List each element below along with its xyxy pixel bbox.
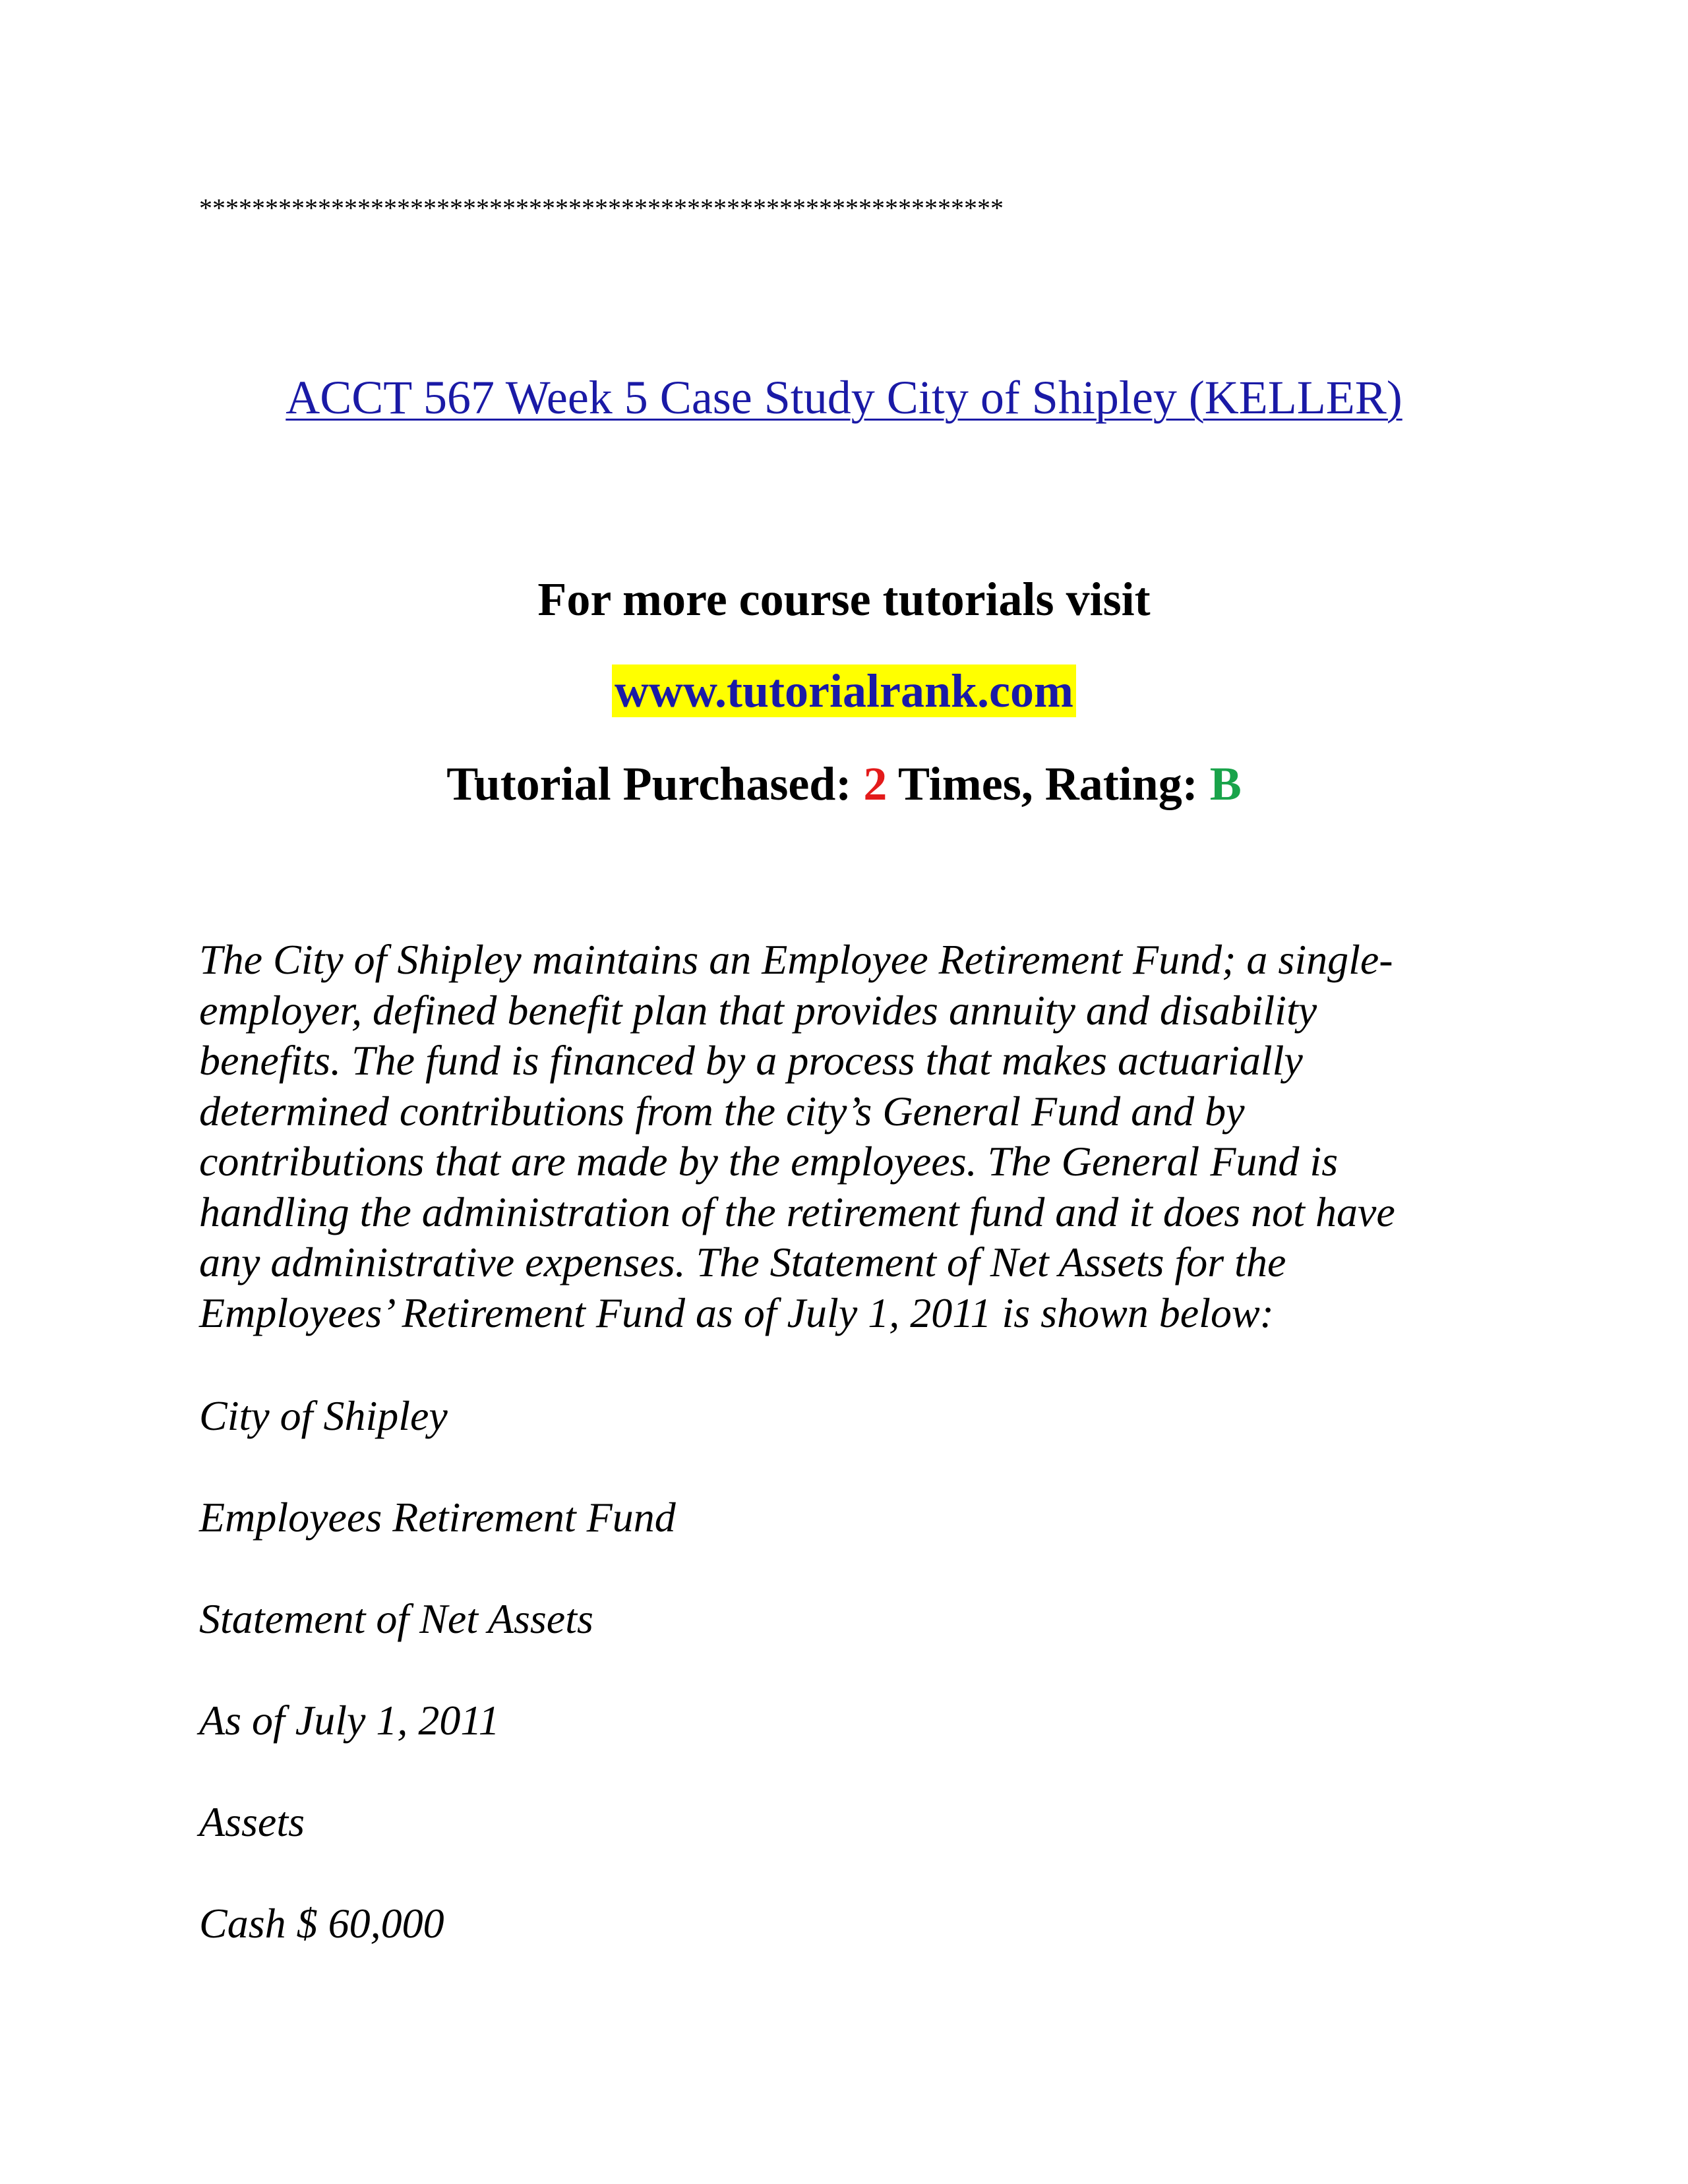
statement-cash-line: Cash $ 60,000 bbox=[199, 1900, 444, 1947]
statement-entity: City of Shipley bbox=[199, 1392, 448, 1439]
title-link[interactable]: ACCT 567 Week 5 Case Study City of Shipley (KELLER) bbox=[286, 371, 1402, 424]
intro-line: contributions that are made by the employees. The General Fund is bbox=[199, 1138, 1339, 1185]
tutorial-url-link[interactable]: www.tutorialrank.com bbox=[612, 664, 1076, 717]
separator-line: ************************************************************* bbox=[199, 193, 1004, 223]
statement-date: As of July 1, 2011 bbox=[199, 1697, 500, 1744]
intro-line: handling the administration of the retirement fund and it does not have bbox=[199, 1188, 1395, 1235]
intro-paragraph bbox=[199, 935, 1478, 1338]
visit-text: For more course tutorials visit bbox=[537, 573, 1151, 626]
statement-name: Statement of Net Assets bbox=[199, 1595, 593, 1642]
purchased-suffix: Times, Rating: bbox=[887, 757, 1210, 810]
url-line bbox=[0, 663, 1688, 719]
intro-line: any administrative expenses. The Statement of Net Assets for the bbox=[199, 1239, 1286, 1285]
statement-section-assets: Assets bbox=[199, 1798, 305, 1845]
purchased-prefix: Tutorial Purchased: bbox=[446, 757, 864, 810]
statement-fund: Employees Retirement Fund bbox=[199, 1494, 676, 1541]
purchased-count: 2 bbox=[863, 757, 888, 810]
intro-line: benefits. The fund is financed by a process that makes actuarially bbox=[199, 1037, 1303, 1084]
intro-line: Employees’ Retirement Fund as of July 1, 2011 is shown below: bbox=[199, 1289, 1274, 1336]
rating-value: B bbox=[1209, 757, 1242, 810]
intro-line: employer, defined benefit plan that provides annuity and disability bbox=[199, 986, 1317, 1034]
intro-line: The City of Shipley maintains an Employee Retirement Fund; a single- bbox=[199, 936, 1393, 983]
intro-line: determined contributions from the city’s General Fund and by bbox=[199, 1087, 1245, 1135]
page-title bbox=[0, 369, 1688, 426]
purchase-info bbox=[0, 755, 1688, 812]
